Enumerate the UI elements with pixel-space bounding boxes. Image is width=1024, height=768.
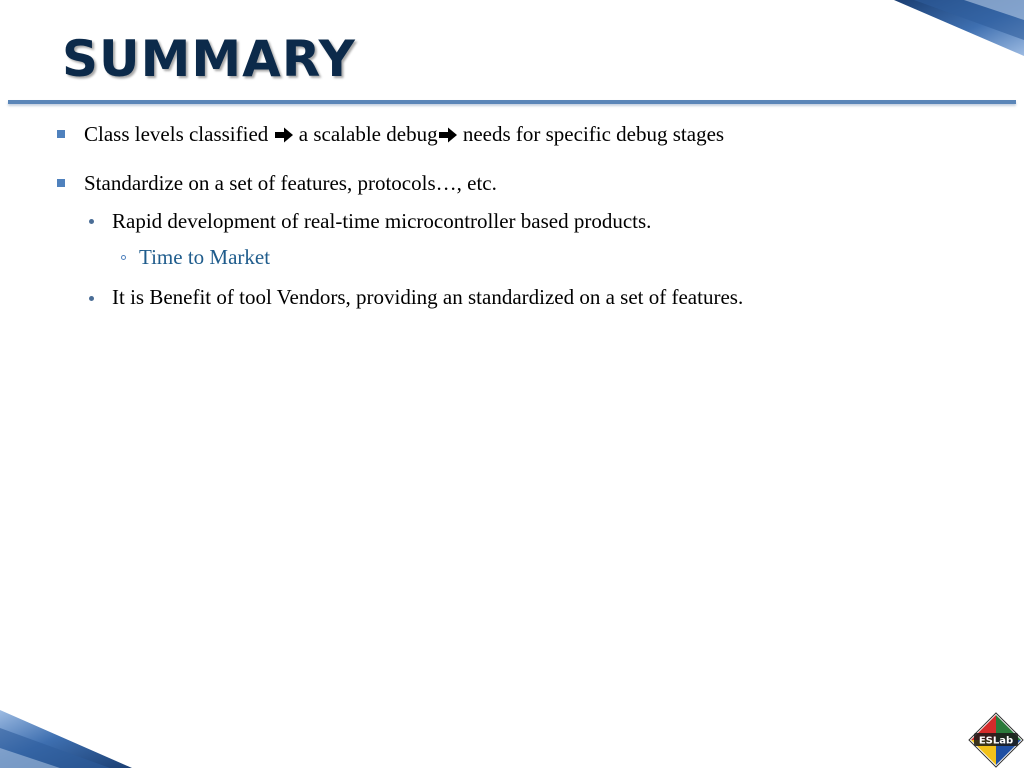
corner-decoration-top-right: [894, 0, 1024, 56]
bullet-1: [84, 121, 724, 147]
sub-bullet-2: It is Benefit of tool Vendors, providing an standardized on a set of features.: [112, 285, 744, 309]
bullet-1-part-1: Class levels classified: [84, 122, 269, 146]
title-underline: [8, 100, 1016, 104]
slide-title: SUMMARY: [62, 30, 356, 88]
square-bullet-icon: [57, 130, 65, 138]
logo-text: ESLab: [978, 735, 1014, 747]
ring-bullet-icon: [121, 255, 126, 260]
corner-decoration-bottom-left: [0, 710, 132, 768]
bullet-1-part-2: a scalable debug: [298, 122, 438, 146]
eslab-logo-icon: [968, 712, 1024, 768]
right-arrow-icon: [438, 126, 458, 144]
bullet-2: Standardize on a set of features, protocols…, etc.: [84, 171, 497, 195]
bullet-1-part-3: needs for specific debug stages: [462, 122, 725, 146]
sub-bullet-1: Rapid development of real-time microcontroller based products.: [112, 209, 652, 233]
dot-bullet-icon: [89, 296, 94, 301]
square-bullet-icon: [57, 179, 65, 187]
right-arrow-icon: [274, 126, 294, 144]
sub-sub-bullet-1: Time to Market: [139, 245, 271, 269]
dot-bullet-icon: [89, 219, 94, 224]
